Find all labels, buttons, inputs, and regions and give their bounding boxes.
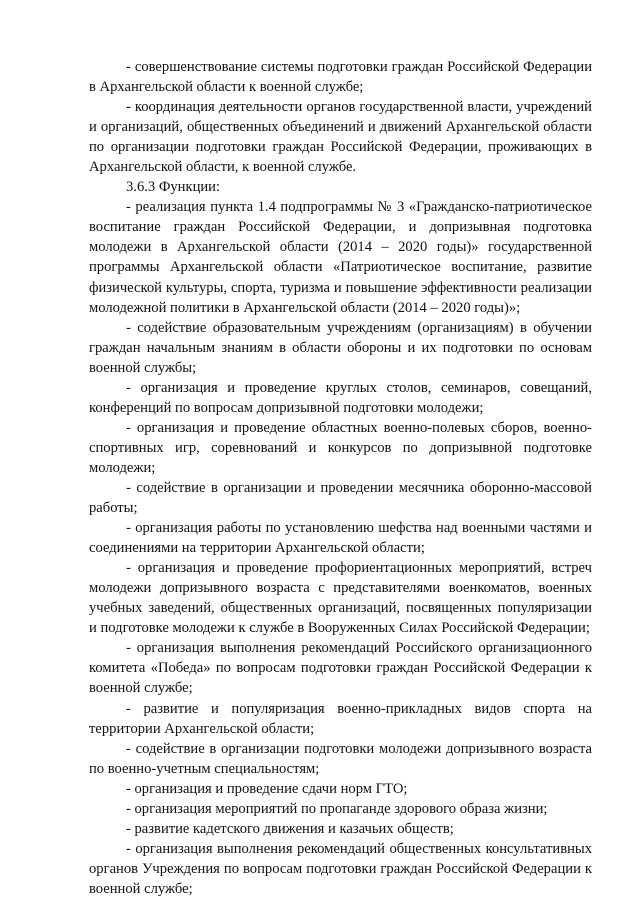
paragraph-coordination: - координация деятельности органов государственной власти, учреждений и организаций, общественных объединений и движений Архангельской области по организации подготовки граждан Российской Федерации, проживающих в Архангельской области, к военной службе. [89, 99, 592, 176]
paragraph-gto: - организация и проведение сдачи норм ГТО; [126, 780, 408, 797]
paragraph-cadet-movement: - развитие кадетского движения и казачьих обществ; [126, 820, 454, 837]
paragraph-education-assistance: - содействие образовательным учреждениям (организациям) в обучении граждан начальным знаниям в области обороны и их подготовки по основам военной службы; [89, 319, 592, 376]
paragraph-career-guidance: - организация и проведение профориентационных мероприятий, встреч молодежи допризывного возраста с представителями военкоматов, военных учебных заведений, общественных организаций, посвященных популяризации и подготовке молодежи к службе в Вооруженных Силах Российской Федерации; [89, 560, 592, 637]
paragraph-specialties: - содействие в организации подготовки молодежи допризывного возраста по военно-учетным специальностям; [89, 740, 592, 777]
section-heading-functions: 3.6.3 Функции: [126, 179, 221, 196]
paragraph-healthy-lifestyle: - организация мероприятий по пропаганде здорового образа жизни; [126, 800, 548, 817]
paragraph-pobeda-committee: - организация выполнения рекомендаций Российского организационного комитета «Победа» по вопросам подготовки граждан Российской Федерации к военной службе; [89, 640, 592, 697]
paragraph-field-camps: - организация и проведение областных военно-полевых сборов, военно-спортивных игр, соревнований и конкурсов по допризывной подготовке молодежи; [89, 419, 592, 476]
paragraph-patronage: - организация работы по установлению шефства над военными частями и соединениями на территории Архангельской области; [89, 520, 592, 557]
paragraph-subprogram: - реализация пункта 1.4 подпрограммы № 3 «Гражданско-патриотическое воспитание граждан Российской Федерации, и допризывная подготовка молодежи в Архангельской области (2014 – 2020 годы)» государственной программы Архангельской области «Патриотическое воспитание, развитие физической культуры, спорта, туризма и повышение эффективности реализации молодежной политики в Архангельской области (2014 – 2020 годы)»; [89, 199, 592, 316]
document-page [89, 57, 592, 899]
paragraph-advisory-bodies: - организация выполнения рекомендаций общественных консультативных органов Учреждения по вопросам подготовки граждан Российской Федерации к военной службе; [89, 840, 592, 897]
paragraph-round-tables: - организация и проведение круглых столов, семинаров, совещаний, конференций по вопросам допризывной подготовки молодежи; [89, 379, 592, 416]
paragraph-improvement: - совершенствование системы подготовки граждан Российской Федерации в Архангельской области к военной службе; [89, 59, 592, 96]
paragraph-defense-month: - содействие в организации и проведении месячника оборонно-массовой работы; [89, 479, 592, 517]
paragraph-military-sports: - развитие и популяризация военно-прикладных видов спорта на территории Архангельской области; [89, 700, 592, 737]
